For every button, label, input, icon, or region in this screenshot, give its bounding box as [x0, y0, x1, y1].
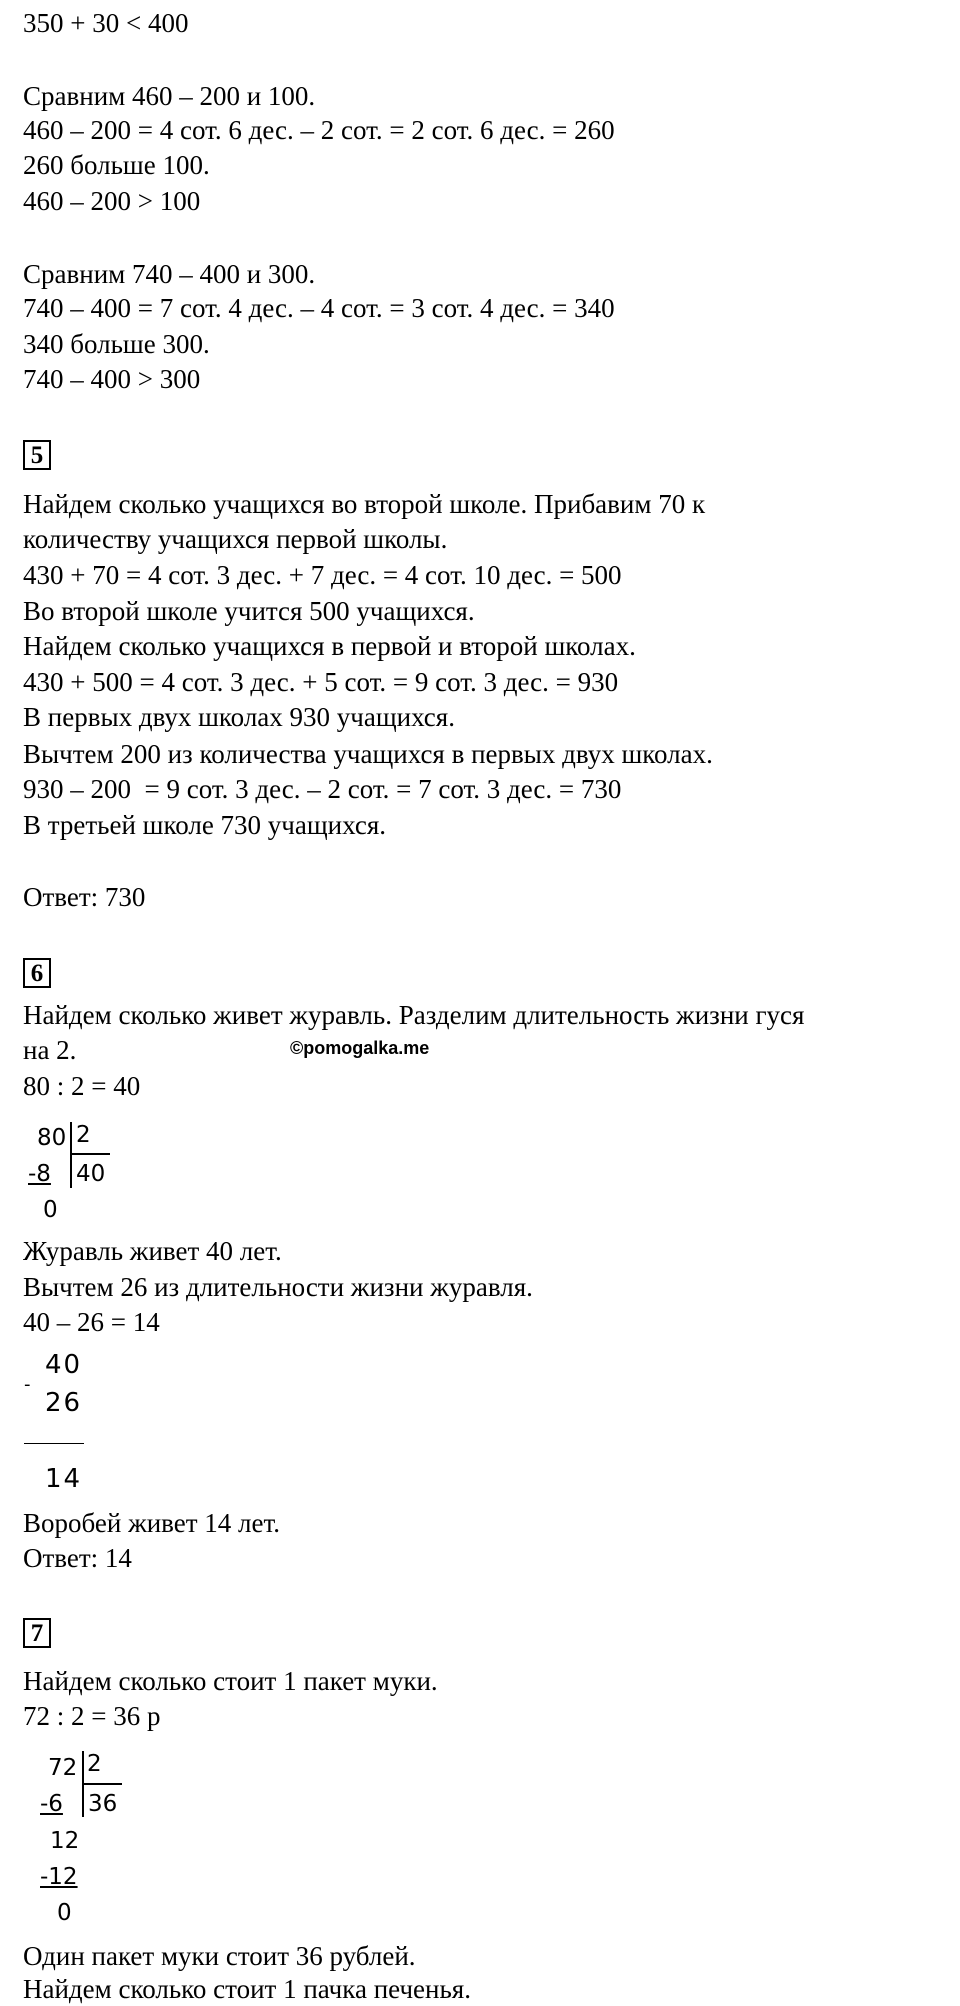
text-line: 340 больше 300.: [23, 329, 210, 359]
task-number-box: 5: [23, 440, 51, 470]
text-line: Найдем сколько стоит 1 пакет муки.: [23, 1666, 438, 1696]
result-line: [24, 1443, 84, 1444]
text-line: Найдем сколько учащихся в первой и второй школах.: [23, 631, 636, 661]
text-line: Воробей живет 14 лет.: [23, 1508, 281, 1538]
text-line: количеству учащихся первой школы.: [23, 524, 448, 554]
subtrahend: 26: [45, 1388, 83, 1418]
division-line: [82, 1783, 122, 1785]
division-subtrahend: -8: [28, 1161, 51, 1187]
answer-line: Ответ: 730: [23, 882, 146, 912]
text-line: 430 + 70 = 4 сот. 3 дес. + 7 дес. = 4 сот. 10 дес. = 500: [23, 560, 622, 590]
text-line: Во второй школе учится 500 учащихся.: [23, 596, 475, 626]
text-line: Найдем сколько учащихся во второй школе. Прибавим 70 к: [23, 489, 706, 519]
division-divisor: 2: [76, 1122, 91, 1148]
text-line: 80 : 2 = 40: [23, 1071, 141, 1101]
division-remainder: 0: [57, 1900, 72, 1926]
text-line: Найдем сколько стоит 1 пачка печенья.: [23, 1974, 471, 2004]
text-line: В первых двух школах 930 учащихся.: [23, 702, 455, 732]
text-line: 350 + 30 < 400: [23, 8, 189, 38]
division-line: [70, 1153, 110, 1155]
division-remainder: 0: [43, 1197, 58, 1223]
division-subtrahend: -6: [40, 1791, 63, 1817]
text-line: 740 – 400 = 7 сот. 4 дес. – 4 сот. = 3 сот. 4 дес. = 340: [23, 293, 615, 323]
division-divisor: 2: [87, 1751, 102, 1777]
text-line: Найдем сколько живет журавль. Разделим длительность жизни гуся: [23, 1000, 805, 1030]
division-quotient: 36: [88, 1791, 118, 1817]
text-line: В третьей школе 730 учащихся.: [23, 810, 386, 840]
text-line: 72 : 2 = 36 р: [23, 1701, 161, 1731]
text-line: на 2.: [23, 1035, 77, 1065]
text-line: Сравним 460 – 200 и 100.: [23, 81, 316, 111]
watermark: ©pomogalka.me: [290, 1038, 430, 1058]
text-line: Вычтем 26 из длительности жизни журавля.: [23, 1272, 533, 1302]
minuend: 40: [45, 1350, 83, 1380]
text-line: 460 – 200 = 4 сот. 6 дес. – 2 сот. = 2 сот. 6 дес. = 260: [23, 115, 615, 145]
text-line: 430 + 500 = 4 сот. 3 дес. + 5 сот. = 9 сот. 3 дес. = 930: [23, 667, 619, 697]
division-subtrahend: -12: [40, 1864, 78, 1890]
minus-sign: -: [24, 1374, 31, 1395]
text-line: Сравним 740 – 400 и 300.: [23, 259, 316, 289]
text-line: 740 – 400 > 300: [23, 364, 201, 394]
text-line: 460 – 200 > 100: [23, 186, 201, 216]
text-line: Журавль живет 40 лет.: [23, 1236, 282, 1266]
division-dividend: 72: [48, 1755, 78, 1781]
difference: 14: [45, 1464, 83, 1494]
text-line: Вычтем 200 из количества учащихся в первых двух школах.: [23, 739, 713, 769]
division-intermediate: 12: [50, 1828, 80, 1854]
text-line: 40 – 26 = 14: [23, 1307, 160, 1337]
division-quotient: 40: [76, 1161, 106, 1187]
division-bar: [70, 1122, 72, 1188]
division-dividend: 80: [37, 1125, 67, 1151]
text-line: 930 – 200 = 9 сот. 3 дес. – 2 сот. = 7 сот. 3 дес. = 730: [23, 774, 622, 804]
text-line: Один пакет муки стоит 36 рублей.: [23, 1941, 416, 1971]
text-line: 260 больше 100.: [23, 150, 210, 180]
task-number-box: 6: [23, 958, 51, 988]
answer-line: Ответ: 14: [23, 1543, 132, 1573]
task-number-box: 7: [23, 1618, 51, 1648]
